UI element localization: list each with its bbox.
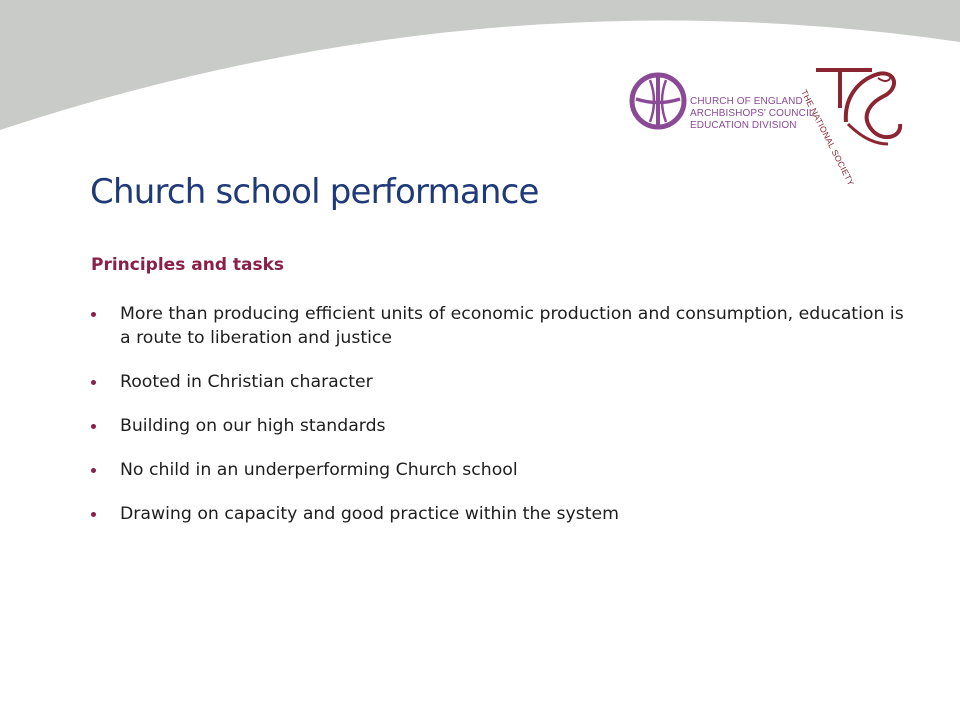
page-title: Church school performance bbox=[90, 172, 539, 212]
bullet-text: More than producing efficient units of economic production and consumption, education is a route to liberation and justice bbox=[120, 304, 904, 348]
ns-monogram-icon bbox=[806, 62, 910, 162]
bullet-item bbox=[90, 458, 910, 482]
bullet-list bbox=[90, 302, 910, 526]
circle-cross-icon bbox=[628, 66, 688, 136]
bullet-dot-icon bbox=[91, 380, 96, 385]
national-society-wordmark: THE NATIONAL SOCIETY bbox=[799, 88, 857, 188]
logo-line: ARCHBISHOPS' COUNCIL bbox=[690, 108, 815, 119]
national-society-logo bbox=[799, 62, 910, 188]
bullet-text: Drawing on capacity and good practice within the system bbox=[120, 504, 620, 524]
bullet-dot-icon bbox=[91, 424, 96, 429]
bullet-item bbox=[90, 414, 910, 438]
bullet-dot-icon bbox=[91, 512, 96, 517]
bullet-item bbox=[90, 370, 910, 394]
church-of-england-logo bbox=[628, 66, 818, 136]
bullet-text: Rooted in Christian character bbox=[120, 372, 373, 392]
bullet-text: No child in an underperforming Church school bbox=[120, 460, 518, 480]
bullet-dot-icon bbox=[91, 312, 96, 317]
bullet-item bbox=[90, 502, 910, 526]
bullet-item bbox=[90, 302, 910, 350]
church-of-england-wordmark bbox=[690, 96, 815, 132]
section-subtitle: Principles and tasks bbox=[91, 255, 285, 275]
bullet-text: Building on our high standards bbox=[120, 416, 386, 436]
logo-line: CHURCH OF ENGLAND bbox=[690, 96, 803, 107]
logo-line: EDUCATION DIVISION bbox=[690, 120, 797, 131]
bullet-dot-icon bbox=[91, 468, 96, 473]
